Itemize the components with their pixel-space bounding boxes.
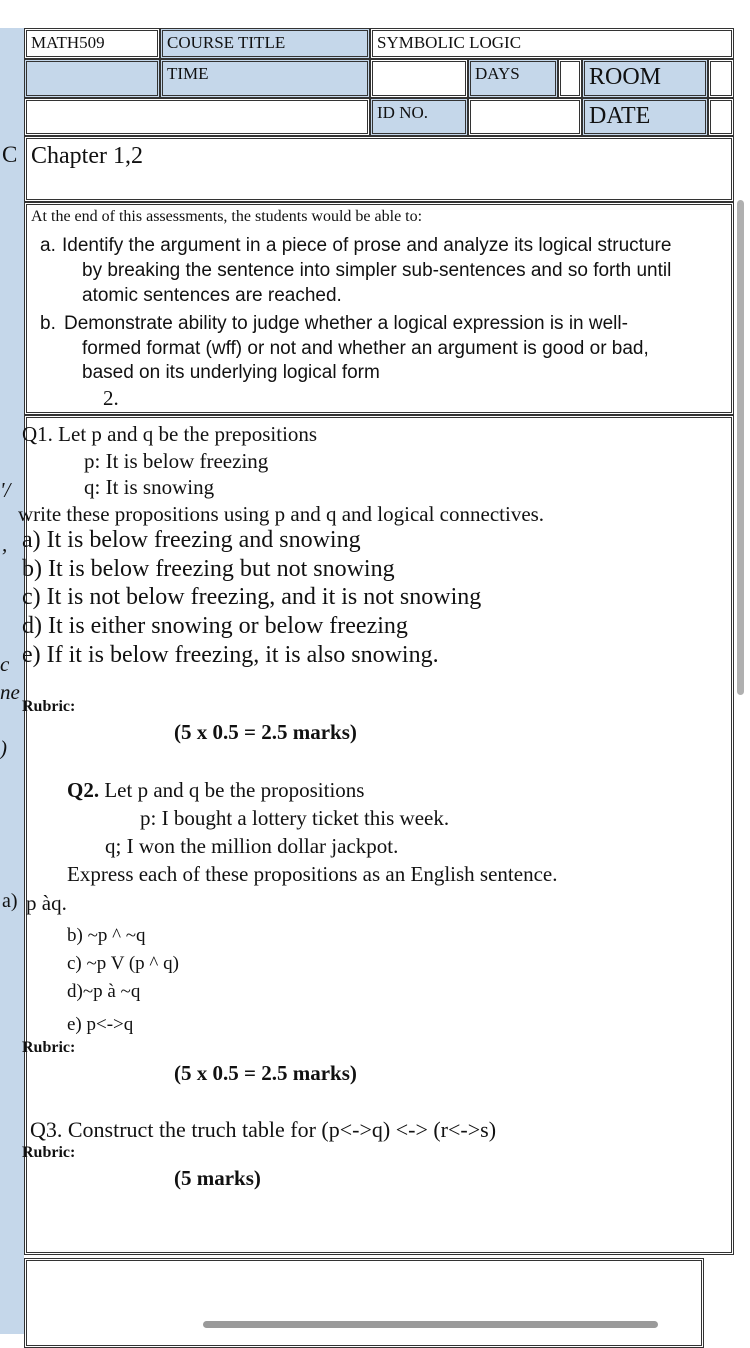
- objectives-box: [24, 202, 734, 415]
- id-label: ID NO.: [377, 103, 428, 122]
- q1-part: d) It is either snowing or below freezing: [22, 613, 408, 639]
- objective-b-marker: b.: [40, 313, 56, 334]
- time-label: TIME: [167, 64, 209, 83]
- time-value-cell: [370, 59, 468, 98]
- course-code-cell: [24, 28, 160, 59]
- chapter-box: [24, 136, 734, 202]
- date-value-cell: [708, 98, 734, 136]
- days-label: DAYS: [475, 64, 520, 83]
- q3-text: Q3. Construct the truch table for (p<->q) <-> (r<->s): [30, 1117, 497, 1142]
- q2-intro-line: [67, 778, 364, 803]
- time-label-cell: [160, 59, 370, 98]
- home-indicator[interactable]: [203, 1321, 658, 1328]
- id-value-cell: [468, 98, 582, 136]
- q1-part: e) If it is below freezing, it is also snowing.: [22, 642, 439, 668]
- q2-part: e) p<->q: [67, 1014, 134, 1035]
- margin-fragment: ): [0, 736, 7, 760]
- q2-p: p: I bought a lottery ticket this week.: [140, 806, 450, 830]
- q1-instruction: write these propositions using p and q and logical connectives.: [18, 502, 545, 526]
- course-title-label: COURSE TITLE: [167, 33, 286, 52]
- q1-p: p: It is below freezing: [84, 449, 269, 473]
- margin-fragment: '/: [0, 478, 11, 502]
- objective-a-line: by breaking the sentence into simpler sub-sentences and so forth until: [82, 260, 672, 281]
- course-code: MATH509: [31, 33, 105, 52]
- q2-q: q; I won the million dollar jackpot.: [105, 834, 399, 858]
- objective-b-line: formed format (wff) or not and whether an argument is good or bad,: [82, 338, 649, 359]
- q1-marks: (5 x 0.5 = 2.5 marks): [174, 720, 357, 744]
- room-value-cell: [708, 59, 734, 98]
- margin-fragment: ne: [0, 680, 20, 704]
- objective-a-line: Identify the argument in a piece of prose and analyze its logical structure: [62, 235, 672, 256]
- q3-marks: (5 marks): [174, 1166, 261, 1190]
- q1-rubric-label: Rubric:: [22, 698, 76, 715]
- margin-fragment: ,: [2, 532, 8, 556]
- q1-part: b) It is below freezing but not snowing: [22, 556, 395, 582]
- next-section-box: [24, 1258, 704, 1348]
- course-title-value-cell: [370, 28, 734, 59]
- q2-instruction: Express each of these propositions as an English sentence.: [67, 862, 558, 886]
- objectives-intro: At the end of this assessments, the students would be able to:: [31, 208, 423, 225]
- q1-part: c) It is not below freezing, and it is not snowing: [22, 584, 482, 610]
- q2-part: c) ~p V (p ^ q): [67, 953, 179, 974]
- objective-2: 2.: [103, 386, 119, 410]
- days-label-cell: [468, 59, 558, 98]
- date-label-cell: [582, 98, 708, 136]
- q2-label: Q2.: [67, 778, 100, 802]
- chapter-text: Chapter 1,2: [31, 143, 143, 169]
- q2-rubric-label: Rubric:: [22, 1039, 76, 1056]
- room-label: ROOM: [589, 64, 662, 90]
- margin-fragment: c: [0, 652, 10, 676]
- q1-intro: Q1. Let p and q be the prepositions: [22, 422, 318, 446]
- objective-b-line: based on its underlying logical form: [82, 362, 380, 383]
- q3-rubric-label: Rubric:: [22, 1144, 76, 1161]
- q2-intro: Let p and q be the propositions: [99, 778, 365, 802]
- margin-fragment: a): [2, 890, 18, 912]
- room-label-cell: [582, 59, 708, 98]
- q2-part: b) ~p ^ ~q: [67, 925, 146, 946]
- row2-blank-cell: [24, 59, 160, 98]
- q2-marks: (5 x 0.5 = 2.5 marks): [174, 1061, 357, 1085]
- days-value-cell: [558, 59, 582, 98]
- q1-q: q: It is snowing: [84, 475, 215, 499]
- course-title-value: SYMBOLIC LOGIC: [377, 33, 522, 52]
- q1-part: a) It is below freezing and snowing: [22, 527, 361, 553]
- margin-fragment: C: [2, 142, 18, 167]
- date-label: DATE: [589, 103, 651, 129]
- objective-a-marker: a.: [40, 235, 56, 256]
- row3-blank-cell: [24, 98, 370, 136]
- objective-b-line: Demonstrate ability to judge whether a logical expression is in well-: [64, 313, 628, 334]
- q2-part-a: p àq.: [26, 891, 67, 915]
- objective-a-line: atomic sentences are reached.: [82, 285, 342, 306]
- q2-part: d)~p à ~q: [67, 981, 141, 1002]
- scrollbar-thumb[interactable]: [737, 200, 744, 695]
- course-title-label-cell: [160, 28, 370, 59]
- id-label-cell: [370, 98, 468, 136]
